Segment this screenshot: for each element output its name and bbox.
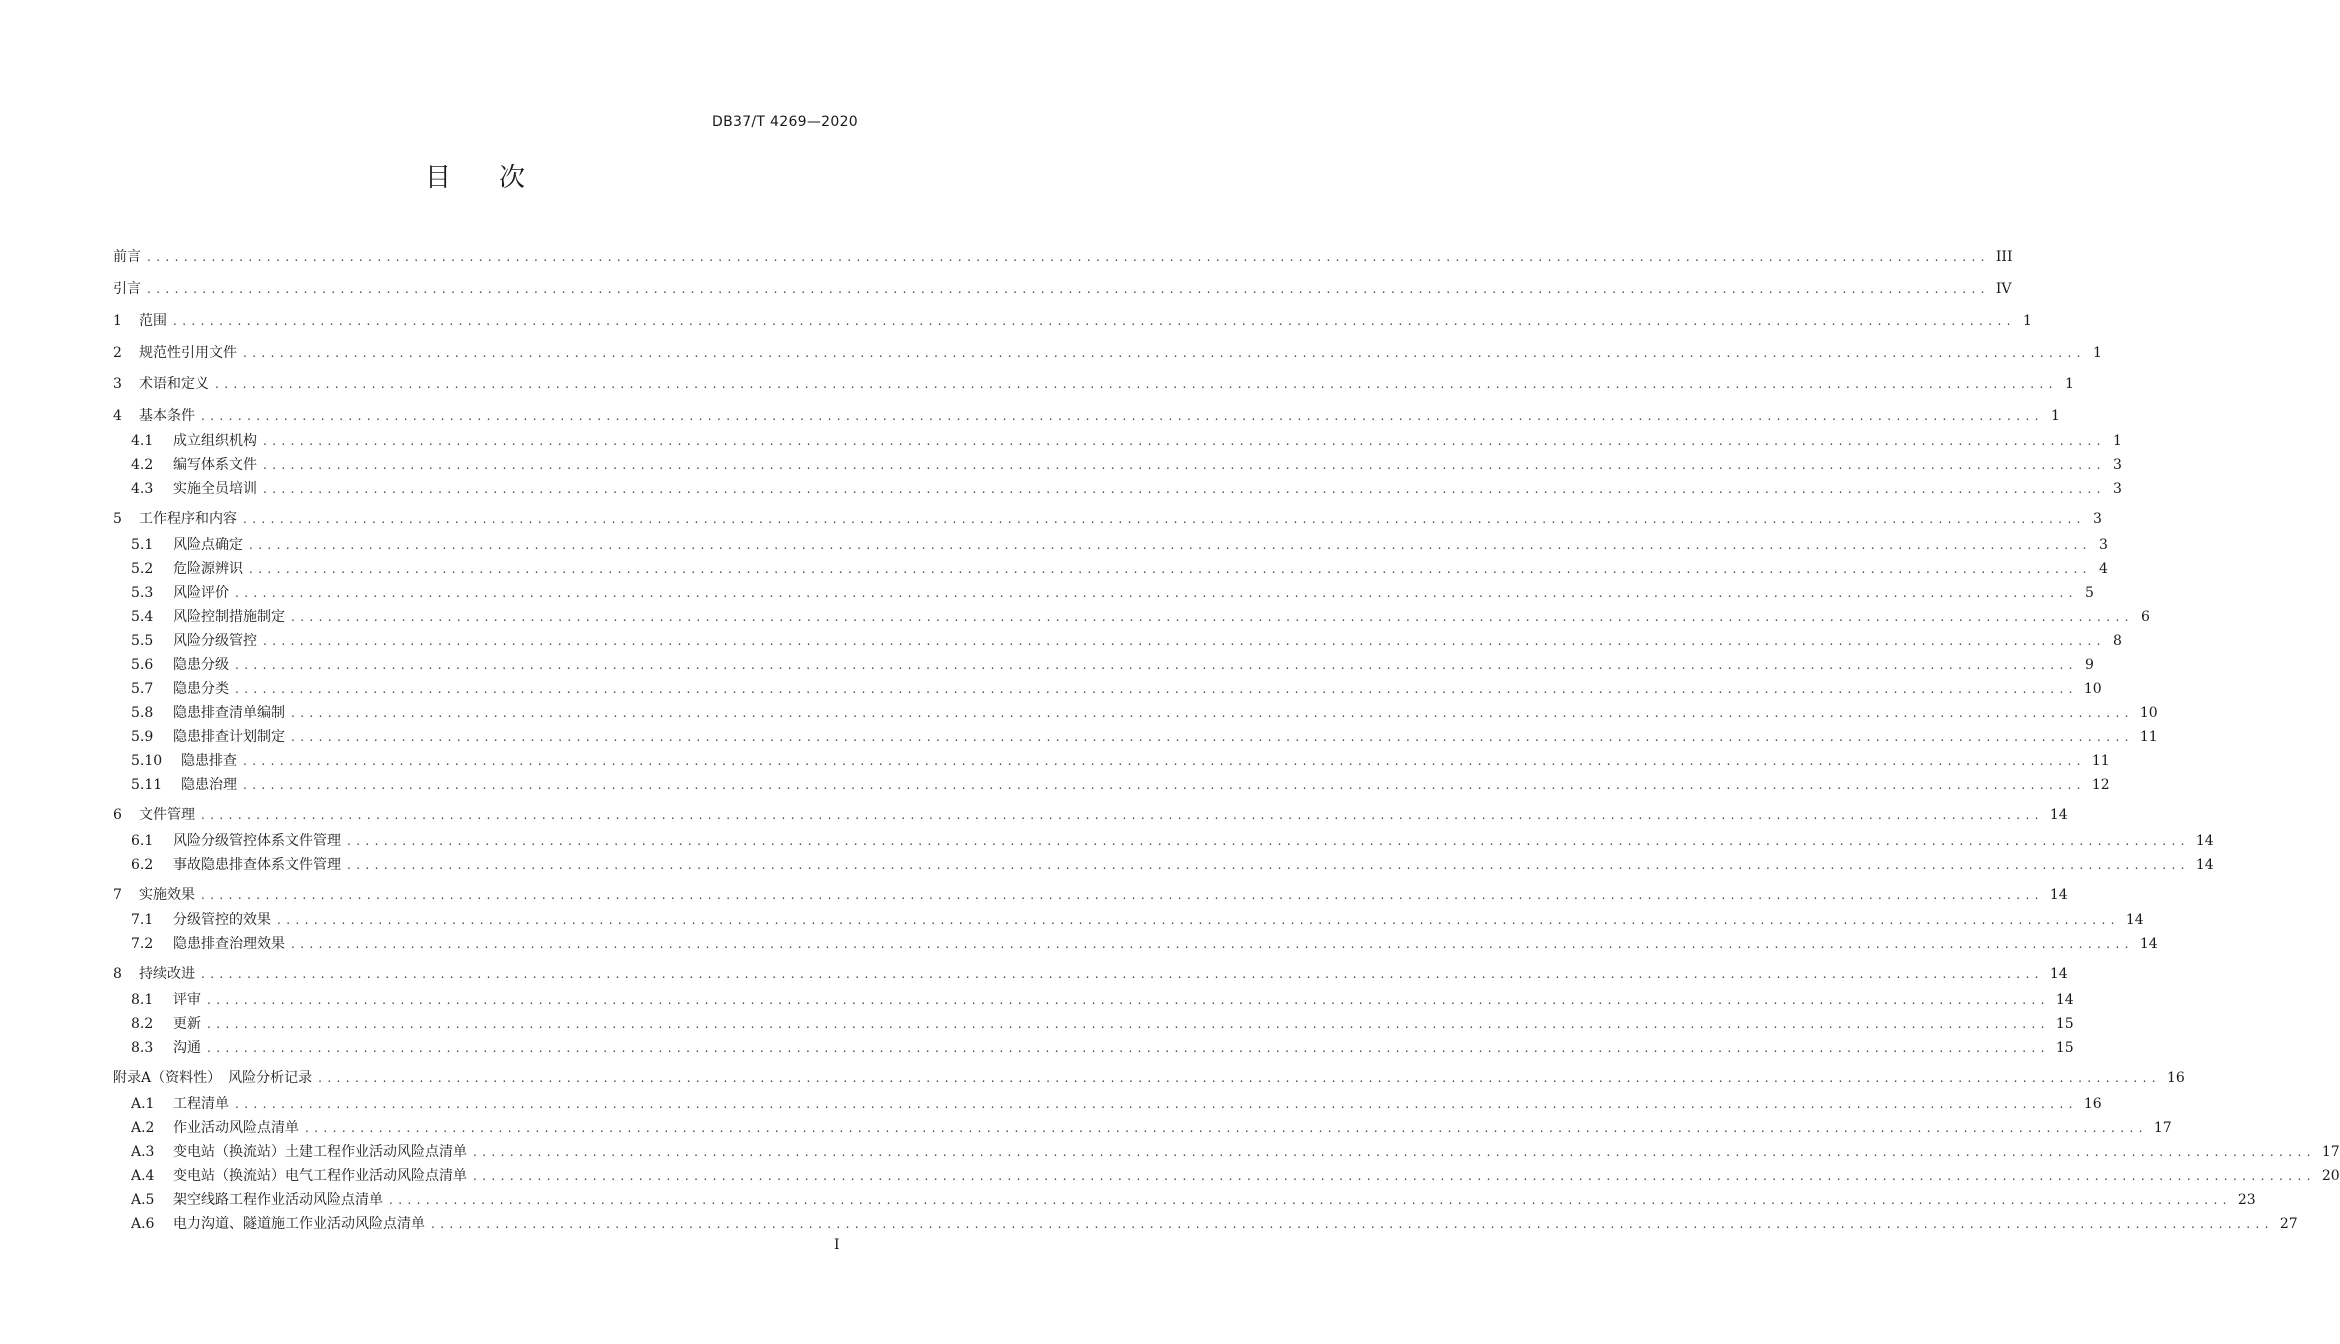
toc-entry-page: 10 [2083,681,2102,697]
toc-leader-dots: ........................................................................................................................................................................................................ [291,937,2134,951]
toc-entry-title: 沟通 [173,1040,201,1056]
toc-entry-title: 风险分级管控 [173,633,257,649]
toc-leader-dots: ........................................................................................................................................................................................................ [235,682,2078,696]
toc-entry-title: 变电站（换流站）土建工程作业活动风险点清单 [173,1144,467,1160]
toc-entry-label [113,431,257,451]
toc-entry-page: 3 [2112,457,2122,473]
toc-entry-title: 作业活动风险点清单 [173,1120,299,1136]
toc-entry [113,279,2012,299]
toc-entry-label [113,455,257,475]
toc-leader-dots: ........................................................................................................................................................................................................ [173,314,2016,328]
toc-leader-dots: ........................................................................................................................................................................................................ [207,1017,2050,1031]
toc-leader-dots: ........................................................................................................................................................................................................ [473,1169,2316,1183]
toc-entry [113,751,2110,771]
toc-leader-dots: ........................................................................................................................................................................................................ [291,706,2134,720]
toc-entry-number: 6.1 [131,833,154,849]
toc-entry [113,831,2214,851]
toc-entry-number: 5.6 [131,657,154,673]
toc-entry [113,607,2150,627]
toc-entry-label [113,559,243,579]
toc-entry-label [113,831,341,851]
toc-entry-number: 5.11 [131,777,163,793]
toc-entry-title: 工作程序和内容 [139,511,237,527]
toc-entry-label [113,1068,312,1088]
toc-entry-number: 3 [113,376,122,392]
toc-entry-page: 9 [2084,657,2094,673]
toc-entry-title: 风险评价 [173,585,229,601]
toc-entry-number: 8.3 [131,1040,154,1056]
toc-entry-label [113,855,341,875]
toc-entry-title: 事故隐患排查体系文件管理 [173,857,341,873]
toc-entry [113,535,2108,555]
toc-entry-page: 3 [2112,481,2122,497]
toc-leader-dots: ........................................................................................................................................................................................................ [235,586,2078,600]
toc-entry-number: 7.1 [131,912,154,928]
toc-entry [113,1094,2102,1114]
toc-entry-number: 7 [113,887,122,903]
toc-entry-number: 5.4 [131,609,154,625]
toc-entry-title: 评审 [173,992,201,1008]
toc-entry-title: 电力沟道、隧道施工作业活动风险点清单 [173,1216,425,1232]
toc-entry-page: 16 [2167,1070,2185,1086]
toc-entry-page: 3 [2092,511,2102,527]
toc-entry-title: 风险点确定 [173,537,243,553]
toc-entry-title: 隐患分级 [173,657,229,673]
toc-leader-dots: ........................................................................................................................................................................................................ [235,658,2078,672]
toc-entry-number: 2 [113,345,122,361]
toc-entry-label [113,727,285,747]
toc-entry-page: 14 [2049,887,2068,903]
toc-leader-dots: ........................................................................................................................................................................................................ [249,538,2092,552]
toc-entry-number: 5.3 [131,585,154,601]
toc-entry-label [113,1214,425,1234]
toc-entry-number: 5.10 [131,753,163,769]
toc-entry-title: 架空线路工程作业活动风险点清单 [173,1192,383,1208]
toc-entry [113,1118,2172,1138]
toc-entry [113,1214,2298,1234]
toc-entry-title: 术语和定义 [139,376,209,392]
toc-entry-page: IV [1995,281,2012,297]
toc-entry-page: 20 [2321,1168,2340,1184]
toc-entry-label [113,311,167,331]
toc-entry-label [113,679,229,699]
toc-entry-label [113,703,285,723]
toc-leader-dots: ........................................................................................................................................................................................................ [291,730,2134,744]
toc-entry-title: 规范性引用文件 [139,345,237,361]
toc-entry [113,885,2068,905]
toc-entry-label [113,775,237,795]
toc-entry-title: 变电站（换流站）电气工程作业活动风险点清单 [173,1168,467,1184]
toc-entry-number: A.2 [131,1120,155,1136]
toc-entry-page: 17 [2321,1144,2340,1160]
toc-entry [113,247,2013,267]
toc-entry-page: 14 [2049,807,2068,823]
toc-entry-page: 12 [2091,777,2110,793]
toc-entry-title: 隐患排查 [181,753,237,769]
toc-entry [113,1142,2340,1162]
toc-leader-dots: ........................................................................................................................................................................................................ [431,1217,2274,1231]
toc-leader-dots: ........................................................................................................................................................................................................ [347,834,2190,848]
toc-entry-number: 5.7 [131,681,154,697]
toc-entry-title: 文件管理 [139,807,195,823]
toc-entry-number: 6.2 [131,857,154,873]
toc-title: 目次 [424,163,573,193]
toc-entry [113,1014,2074,1034]
toc-leader-dots: ........................................................................................................................................................................................................ [305,1121,2148,1135]
toc-leader-dots: ........................................................................................................................................................................................................ [243,346,2086,360]
toc-leader-dots: ........................................................................................................................................................................................................ [291,610,2134,624]
toc-entry-label [113,1038,201,1058]
toc-entry-page: 11 [2139,729,2158,745]
toc-entry-label [113,279,141,299]
toc-entry-title: 范围 [139,313,167,329]
toc-entry-title: 风险分级管控体系文件管理 [173,833,341,849]
toc-entry [113,1068,2185,1088]
toc-entry-page: 1 [2112,433,2122,449]
toc-leader-dots: ........................................................................................................................................................................................................ [389,1193,2232,1207]
toc-leader-dots: ........................................................................................................................................................................................................ [243,778,2086,792]
toc-entry-title: 危险源辨识 [173,561,243,577]
toc-entry-page: 3 [2098,537,2108,553]
toc-entry-label [113,406,195,426]
toc-entry-title: 工程清单 [173,1096,229,1112]
toc-entry-page: 15 [2055,1040,2074,1056]
toc-entry-label [113,1190,383,1210]
toc-entry [113,1038,2074,1058]
toc-leader-dots: ........................................................................................................................................................................................................ [201,808,2044,822]
toc-entry-number: 5.2 [131,561,154,577]
toc-leader-dots: ........................................................................................................................................................................................................ [147,282,1990,296]
toc-leader-dots: ........................................................................................................................................................................................................ [318,1071,2162,1085]
toc-entry-title: 基本条件 [139,408,195,424]
toc-entry-label [113,631,257,651]
toc-entry-number: 4 [113,408,122,424]
toc-leader-dots: ........................................................................................................................................................................................................ [277,913,2120,927]
toc-entry-page: 1 [2064,376,2074,392]
toc-leader-dots: ........................................................................................................................................................................................................ [201,409,2044,423]
toc-entry-page: III [1995,249,2013,265]
toc-leader-dots: ........................................................................................................................................................................................................ [347,858,2190,872]
toc-entry [113,509,2102,529]
toc-entry [113,406,2060,426]
toc-entry-title: 风险控制措施制定 [173,609,285,625]
toc-entry [113,631,2122,651]
toc-entry-page: 14 [2055,992,2074,1008]
toc-entry-label [113,990,201,1010]
toc-entry-page: 14 [2125,912,2144,928]
toc-entry-page: 17 [2153,1120,2172,1136]
toc-entry-label [113,805,195,825]
toc-entry-number: 7.2 [131,936,154,952]
toc-leader-dots: ........................................................................................................................................................................................................ [249,562,2092,576]
toc-entry-label [113,885,195,905]
toc-entry-title: 隐患排查清单编制 [173,705,285,721]
toc-entry-title: 实施全员培训 [173,481,257,497]
toc-entry-page: 15 [2055,1016,2074,1032]
toc-leader-dots: ........................................................................................................................................................................................................ [207,1041,2050,1055]
toc-entry [113,990,2074,1010]
toc-entry-title: 隐患治理 [181,777,237,793]
toc-entry [113,655,2094,675]
toc-entry-page: 23 [2237,1192,2256,1208]
toc-entry-number: A.1 [131,1096,155,1112]
toc-entry [113,727,2158,747]
toc-entry-page: 1 [2092,345,2102,361]
toc-entry-label [113,479,257,499]
toc-entry-title: 隐患分类 [173,681,229,697]
toc-entry-label [113,1142,467,1162]
toc-entry-number: 8.2 [131,1016,154,1032]
toc-entry-label [113,343,237,363]
toc-entry-number: A.5 [131,1192,155,1208]
toc-entry [113,679,2102,699]
toc-entry-page: 14 [2139,936,2158,952]
toc-entry-page: 27 [2279,1216,2298,1232]
toc-entry-title: 更新 [173,1016,201,1032]
toc-entry [113,559,2108,579]
toc-entry-title: 编写体系文件 [173,457,257,473]
toc-entry-number: 1 [113,313,122,329]
toc-entry-label [113,535,243,555]
toc-entry [113,455,2122,475]
toc-entry [113,479,2122,499]
toc-entry-label [113,509,237,529]
toc-entry [113,964,2068,984]
toc-entry-number: 8.1 [131,992,154,1008]
toc-entry-page: 4 [2098,561,2108,577]
toc-entry-title: 实施效果 [139,887,195,903]
toc-entry [113,934,2158,954]
toc-entry-title: 隐患排查计划制定 [173,729,285,745]
toc-entry-page: 8 [2112,633,2122,649]
toc-entry [113,583,2094,603]
toc-entry-title: 引言 [113,281,141,297]
toc-entry-page: 6 [2140,609,2150,625]
toc-leader-dots: ........................................................................................................................................................................................................ [263,482,2106,496]
toc-entry-page: 14 [2195,857,2214,873]
toc-entry-label [113,1094,229,1114]
toc-entry-title: 成立组织机构 [173,433,257,449]
toc-leader-dots: ........................................................................................................................................................................................................ [263,458,2106,472]
toc-entry-label [113,374,209,394]
toc-entry [113,855,2214,875]
document-code: DB37/T 4269—2020 [712,114,858,130]
toc-leader-dots: ........................................................................................................................................................................................................ [263,434,2106,448]
toc-entry [113,703,2158,723]
toc-entry [113,775,2110,795]
toc-entry-number: 5.1 [131,537,154,553]
toc-entry-page: 14 [2195,833,2214,849]
toc-leader-dots: ........................................................................................................................................................................................................ [243,754,2086,768]
toc-entry-page: 11 [2091,753,2110,769]
toc-leader-dots: ........................................................................................................................................................................................................ [235,1097,2078,1111]
toc-entry-number: A.3 [131,1144,155,1160]
toc-entry-label [113,655,229,675]
toc-entry-number: 4.1 [131,433,154,449]
toc-entry-label [113,1118,299,1138]
toc-entry-title: 前言 [113,249,141,265]
toc-entry-number: 8 [113,966,122,982]
toc-entry-number: 4.2 [131,457,154,473]
toc-entry-label [113,247,141,267]
toc-entry-label [113,910,271,930]
toc-entry [113,1190,2256,1210]
toc-entry-page: 5 [2084,585,2094,601]
toc-leader-dots: ........................................................................................................................................................................................................ [263,634,2106,648]
toc-entry-number: 6 [113,807,122,823]
toc-entry-number: A.6 [131,1216,155,1232]
toc-entry-label [113,583,229,603]
toc-entry-page: 10 [2139,705,2158,721]
toc-entry-page: 1 [2022,313,2032,329]
toc-leader-dots: ........................................................................................................................................................................................................ [215,377,2058,391]
toc-leader-dots: ........................................................................................................................................................................................................ [243,512,2086,526]
toc-entry [113,805,2068,825]
toc-leader-dots: ........................................................................................................................................................................................................ [207,993,2050,1007]
toc-entry-title: 隐患排查治理效果 [173,936,285,952]
toc-leader-dots: ........................................................................................................................................................................................................ [201,967,2044,981]
toc-entry-page: 14 [2049,966,2068,982]
toc-entry-page: 1 [2050,408,2060,424]
toc-leader-dots: ........................................................................................................................................................................................................ [473,1145,2316,1159]
toc-leader-dots: ........................................................................................................................................................................................................ [147,250,1990,264]
toc-entry [113,311,2032,331]
toc-entry-label [113,964,195,984]
toc-entry-title: 附录A（资料性） 风险分析记录 [113,1070,313,1086]
toc-entry-page: 16 [2083,1096,2102,1112]
toc-entry [113,343,2102,363]
toc-entry [113,910,2144,930]
toc-entry-number: 5.8 [131,705,154,721]
toc-entry-number: 5 [113,511,122,527]
toc-entry-title: 分级管控的效果 [173,912,271,928]
toc-entry-label [113,607,285,627]
toc-entry-number: 4.3 [131,481,154,497]
toc-entry-number: A.4 [131,1168,155,1184]
toc-entry-number: 5.9 [131,729,154,745]
toc-entry-label [113,1014,201,1034]
toc-entry [113,431,2122,451]
toc-entry-label [113,934,285,954]
footer-page-number: I [834,1237,840,1253]
toc-entry-label [113,1166,467,1186]
toc-entry [113,1166,2340,1186]
toc-leader-dots: ........................................................................................................................................................................................................ [201,888,2044,902]
toc-entry-label [113,751,237,771]
toc-entry-number: 5.5 [131,633,154,649]
toc-entry [113,374,2074,394]
toc-entry-title: 持续改进 [139,966,195,982]
